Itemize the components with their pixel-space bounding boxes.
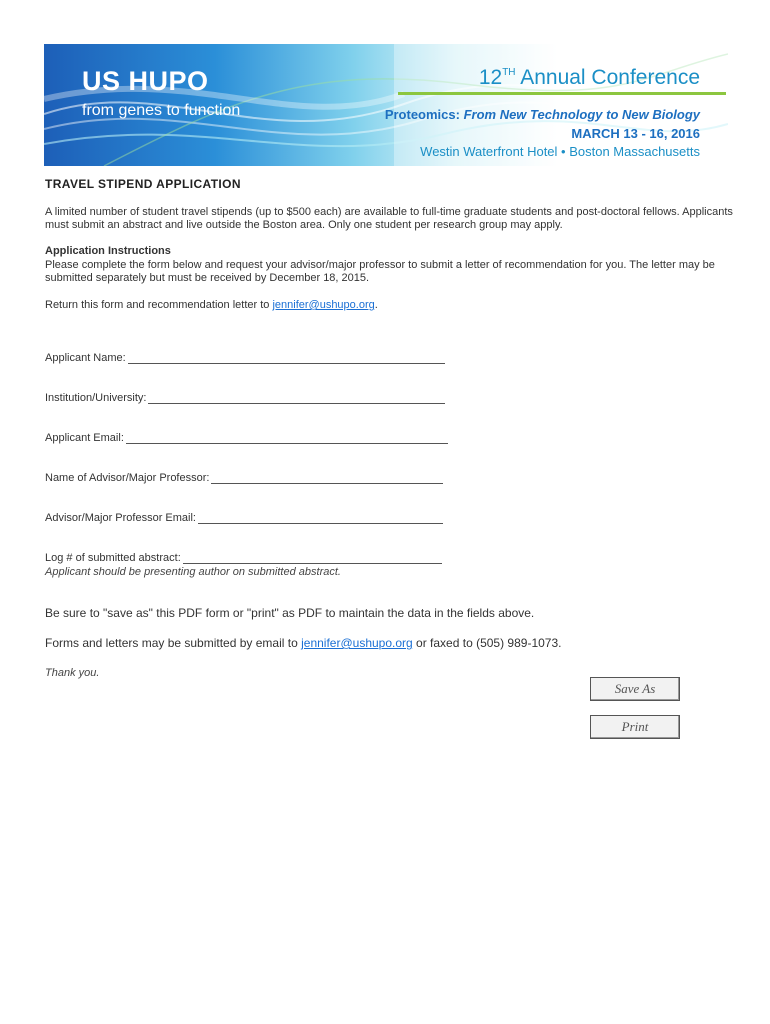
institution-field[interactable] xyxy=(148,393,445,404)
abstract-log-label: Log # of submitted abstract: xyxy=(45,552,181,564)
abstract-log-row xyxy=(45,552,442,564)
institution-label: Institution/University: xyxy=(45,392,147,404)
applicant-email-field[interactable] xyxy=(126,433,448,444)
logo-tagline: from genes to function xyxy=(82,102,241,119)
conference-venue: Westin Waterfront Hotel • Boston Massachusetts xyxy=(420,144,700,159)
submit-email-link[interactable]: jennifer@ushupo.org xyxy=(301,636,413,650)
form-title: TRAVEL STIPEND APPLICATION xyxy=(45,177,241,191)
conference-dates: MARCH 13 - 16, 2016 xyxy=(571,126,700,141)
conference-theme xyxy=(385,107,700,122)
advisor-name-label: Name of Advisor/Major Professor: xyxy=(45,472,210,484)
return-prefix: Return this form and recommendation letter to xyxy=(45,299,273,311)
save-instructions: Be sure to "save as" this PDF form or "print" as PDF to maintain the data in the fields above. xyxy=(45,606,535,620)
abstract-log-field[interactable] xyxy=(183,553,442,564)
advisor-email-field[interactable] xyxy=(198,513,443,524)
applicant-name-field[interactable] xyxy=(128,353,445,364)
instructions-heading: Application Instructions xyxy=(45,245,171,257)
conference-title xyxy=(479,66,700,90)
applicant-name-label: Applicant Name: xyxy=(45,352,126,364)
advisor-email-label: Advisor/Major Professor Email: xyxy=(45,512,196,524)
advisor-name-row xyxy=(45,472,443,484)
instructions-paragraph: Please complete the form below and request your advisor/major professor to submit a letter of recommendation for you. The letter may be submitted separately but must be received by December 18, 2015. xyxy=(45,259,715,284)
conference-suffix: TH xyxy=(502,67,516,78)
institution-row xyxy=(45,392,445,404)
abstract-note: Applicant should be presenting author on submitted abstract. xyxy=(45,566,341,578)
advisor-email-row xyxy=(45,512,443,524)
return-suffix: . xyxy=(374,299,378,311)
return-email-link[interactable]: jennifer@ushupo.org xyxy=(272,299,375,311)
green-divider xyxy=(398,92,726,95)
applicant-name-row xyxy=(45,352,445,364)
logo-title: US HUPO xyxy=(82,66,209,96)
applicant-email-label: Applicant Email: xyxy=(45,432,124,444)
print-button[interactable]: Print xyxy=(590,715,680,739)
theme-title: From New Technology to New Biology xyxy=(463,107,700,122)
return-instructions xyxy=(45,299,735,312)
intro-paragraph: A limited number of student travel stipends (up to $500 each) are available to full-time graduate students and post-doctoral fellows. Applicants must submit an abstract and live outside the Boston area. Only one student per research group may apply. xyxy=(45,206,733,231)
conference-number: 12 xyxy=(478,66,503,89)
submit-suffix: or faxed to (505) 989-1073. xyxy=(412,636,562,650)
submit-prefix: Forms and letters may be submitted by email to xyxy=(45,636,302,650)
conference-banner xyxy=(44,44,728,166)
thank-you-text: Thank you. xyxy=(45,667,100,679)
advisor-name-field[interactable] xyxy=(211,473,443,484)
applicant-email-row xyxy=(45,432,448,444)
theme-prefix: Proteomics: xyxy=(384,107,464,122)
save-as-button[interactable]: Save As xyxy=(590,677,680,701)
conference-label: Annual Conference xyxy=(515,66,700,89)
submission-instructions xyxy=(45,636,561,650)
